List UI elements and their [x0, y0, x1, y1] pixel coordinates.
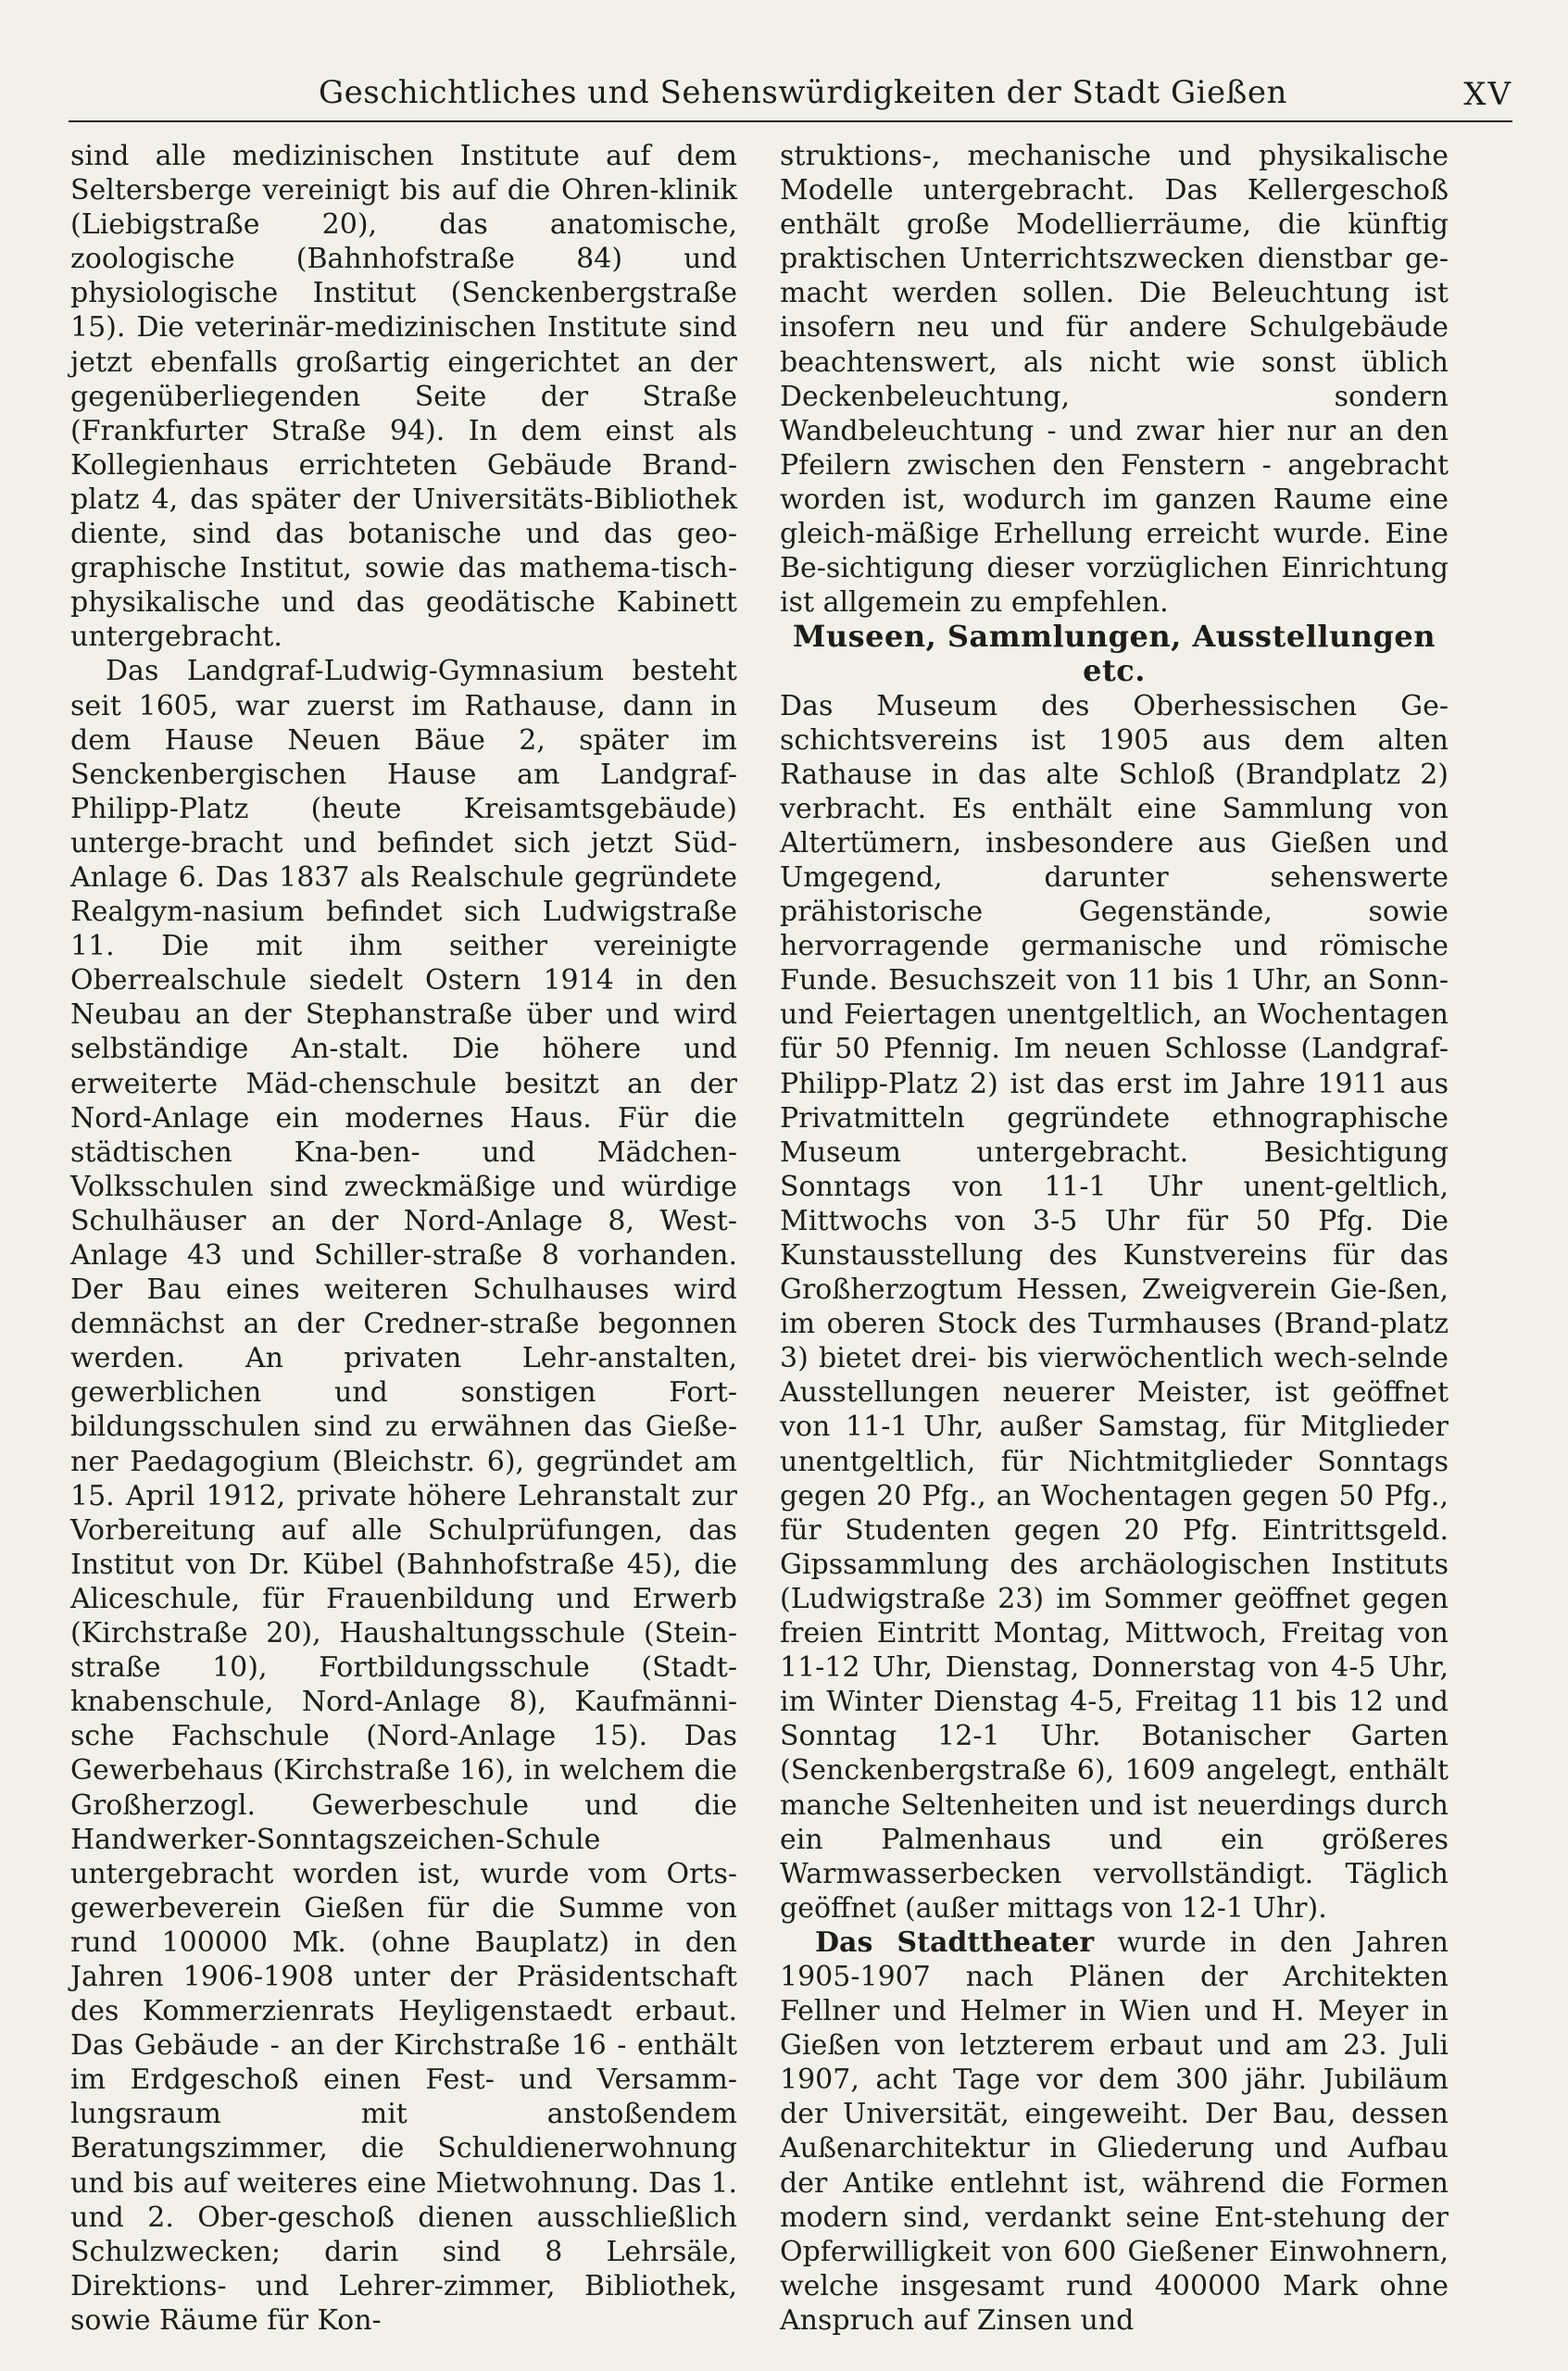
page-number: XV	[1463, 76, 1512, 113]
left-column	[70, 139, 737, 2338]
header-rule	[69, 120, 1512, 122]
paragraph-museums: Das Museum des Oberhessischen Ge-schichtsvereins ist 1905 aus dem alten Rathause in das alte Schloß (Brandplatz 2) verbracht. Es enthält eine Sammlung von Altertümern, insbesondere aus Gießen und Umgegend, darunter sehenswerte prähistorische Gegenstände, sowie hervorragende germanische und römische Funde. Besuchszeit von 11 bis 1 Uhr, an Sonn- und Feiertagen unentgeltlich, an Wochentagen für 50 Pfennig. Im neuen Schlosse (Landgraf-Philipp-Platz 2) ist das erst im Jahre 1911 aus Privatmitteln gegründete ethnographische Museum untergebracht. Besichtigung Sonntags von 11-1 Uhr unent-geltlich, Mittwochs von 3-5 Uhr für 50 Pfg. Die Kunstausstellung des Kunstvereins für das Großherzogtum Hessen, Zweigverein Gie-ßen, im oberen Stock des Turmhauses (Brand-platz 3) bietet drei- bis vierwöchentlich wech-selnde Ausstellungen neuerer Meister, ist geöffnet von 11-1 Uhr, außer Samstag, für Mitglieder unentgeltlich, für Nichtmitglieder Sonntags gegen 20 Pfg., an Wochentagen gegen 50 Pfg., für Studenten gegen 20 Pfg. Eintrittsgeld. Gipssammlung des archäologischen Instituts (Ludwigstraße 23) im Sommer geöffnet gegen freien Eintritt Montag, Mittwoch, Freitag von 11-12 Uhr, Dienstag, Donnerstag von 4-5 Uhr, im Winter Dienstag 4-5, Freitag 11 bis 12 und Sonntag 12-1 Uhr. Botanischer Garten (Senckenbergstraße 6), 1609 angelegt, enthält manche Seltenheiten und ist neuerdings durch ein Palmenhaus und ein größeres Warmwasserbecken vervollständigt. Täglich geöffnet (außer mittags von 12-1 Uhr).	[780, 689, 1449, 1925]
theater-lead: Das Stadttheater	[815, 1926, 1095, 1959]
theater-text: wurde in den Jahren 1905-1907 nach Plänen der Architekten Fellner und Helmer in Wien und H. Meyer in Gießen von letzterem erbaut und am 23. Juli 1907, acht Tage vor dem 300 jähr. Jubiläum der Universität, eingeweiht. Der Bau, dessen Außenarchitektur in Gliederung und Aufbau der Antike entlehnt ist, während die Formen modern sind, verdankt seine Ent-stehung der Opferwilligkeit von 600 Gießener Einwohnern, welche insgesamt rund 400000 Mark ohne Anspruch auf Zinsen und	[780, 1926, 1449, 2337]
paragraph-gewerbehaus-continued: struktions-, mechanische und physikalische Modelle untergebracht. Das Kellergeschoß enthält große Modellierräume, die künftig praktischen Unterrichtszwecken dienstbar ge-macht werden sollen. Die Beleuchtung ist insofern neu und für andere Schulgebäude beachtenswert, als nicht wie sonst üblich Deckenbeleuchtung, sondern Wandbeleuchtung - und zwar hier nur an den Pfeilern zwischen den Fenstern - angebracht worden ist, wodurch im ganzen Raume eine gleich-mäßige Erhellung erreicht wurde. Eine Be-sichtigung dieser vorzüglichen Einrichtung ist allgemein zu empfehlen.	[780, 140, 1449, 620]
paragraph-medical-institutes: sind alle medizinischen Institute auf dem Seltersberge vereinigt bis auf die Ohren-klinik (Liebigstraße 20), das anatomische, zoologische (Bahnhofstraße 84) und physiologische Institut (Senckenbergstraße 15). Die veterinär-medizinischen Institute sind jetzt ebenfalls großartig eingerichtet an der gegenüberliegenden Seite der Straße (Frankfurter Straße 94). In dem einst als Kollegienhaus errichteten Gebäude Brand-platz 4, das später der Universitäts-Bibliothek diente, sind das botanische und das geo-graphische Institut, sowie das mathema-tisch-physikalische und das geodätische Kabinett untergebracht.	[70, 140, 737, 654]
section-heading-museums: Museen, Sammlungen, Ausstellungen etc.	[792, 619, 1436, 689]
paragraph-schools: Das Landgraf-Ludwig-Gymnasium besteht seit 1605, war zuerst im Rathause, dann in dem Hause Neuen Bäue 2, später im Senckenbergischen Hause am Landgraf-Philipp-Platz (heute Kreisamtsgebäude) unterge-bracht und befindet sich jetzt Süd-Anlage 6. Das 1837 als Realschule gegründete Realgym-nasium befindet sich Ludwigstraße 11. Die mit ihm seither vereinigte Oberrealschule siedelt Ostern 1914 in den Neubau an der Stephanstraße über und wird selbständige An-stalt. Die höhere und erweiterte Mäd-chenschule besitzt an der Nord-Anlage ein modernes Haus. Für die städtischen Kna-ben- und Mädchen-Volksschulen sind zweckmäßige und würdige Schulhäuser an der Nord-Anlage 8, West-Anlage 43 und Schiller-straße 8 vorhanden. Der Bau eines weiteren Schulhauses wird demnächst an der Credner-straße begonnen werden. An privaten Lehr-anstalten, gewerblichen und sonstigen Fort-bildungsschulen sind zu erwähnen das Gieße-ner Paedagogium (Bleichstr. 6), gegründet am 15. April 1912, private höhere Lehranstalt zur Vorbereitung auf alle Schulprüfungen, das Institut von Dr. Kübel (Bahnhofstraße 45), die Aliceschule, für Frauenbildung und Erwerb (Kirchstraße 20), Haushaltungsschule (Stein-straße 10), Fortbildungsschule (Stadt-knabenschule, Nord-Anlage 8), Kaufmänni-sche Fachschule (Nord-Anlage 15). Das Gewerbehaus (Kirchstraße 16), in welchem die Großherzogl. Gewerbeschule und die Handwerker-Sonntagszeichen-Schule untergebracht worden ist, wurde vom Orts-gewerbeverein Gießen für die Summe von rund 100000 Mk. (ohne Bauplatz) in den Jahren 1906-1908 unter der Präsidentschaft des Kommerzienrats Heyligenstaedt erbaut. Das Gebäude - an der Kirchstraße 16 - enthält im Erdgeschoß einen Fest- und Versamm-lungsraum mit anstoßendem Beratungszimmer, die Schuldienerwohnung und bis auf weiteres eine Mietwohnung. Das 1. und 2. Ober-geschoß dienen ausschließlich Schulzwecken; darin sind 8 Lehrsäle, Direktions- und Lehrer-zimmer, Bibliothek, sowie Räume für Kon-	[70, 655, 737, 2337]
right-column	[780, 139, 1449, 2338]
running-head: Geschichtliches und Sehenswürdigkeiten der Stadt Gießen	[319, 74, 1287, 111]
paragraph-theater	[780, 1926, 1449, 2338]
page-header	[69, 67, 1512, 122]
